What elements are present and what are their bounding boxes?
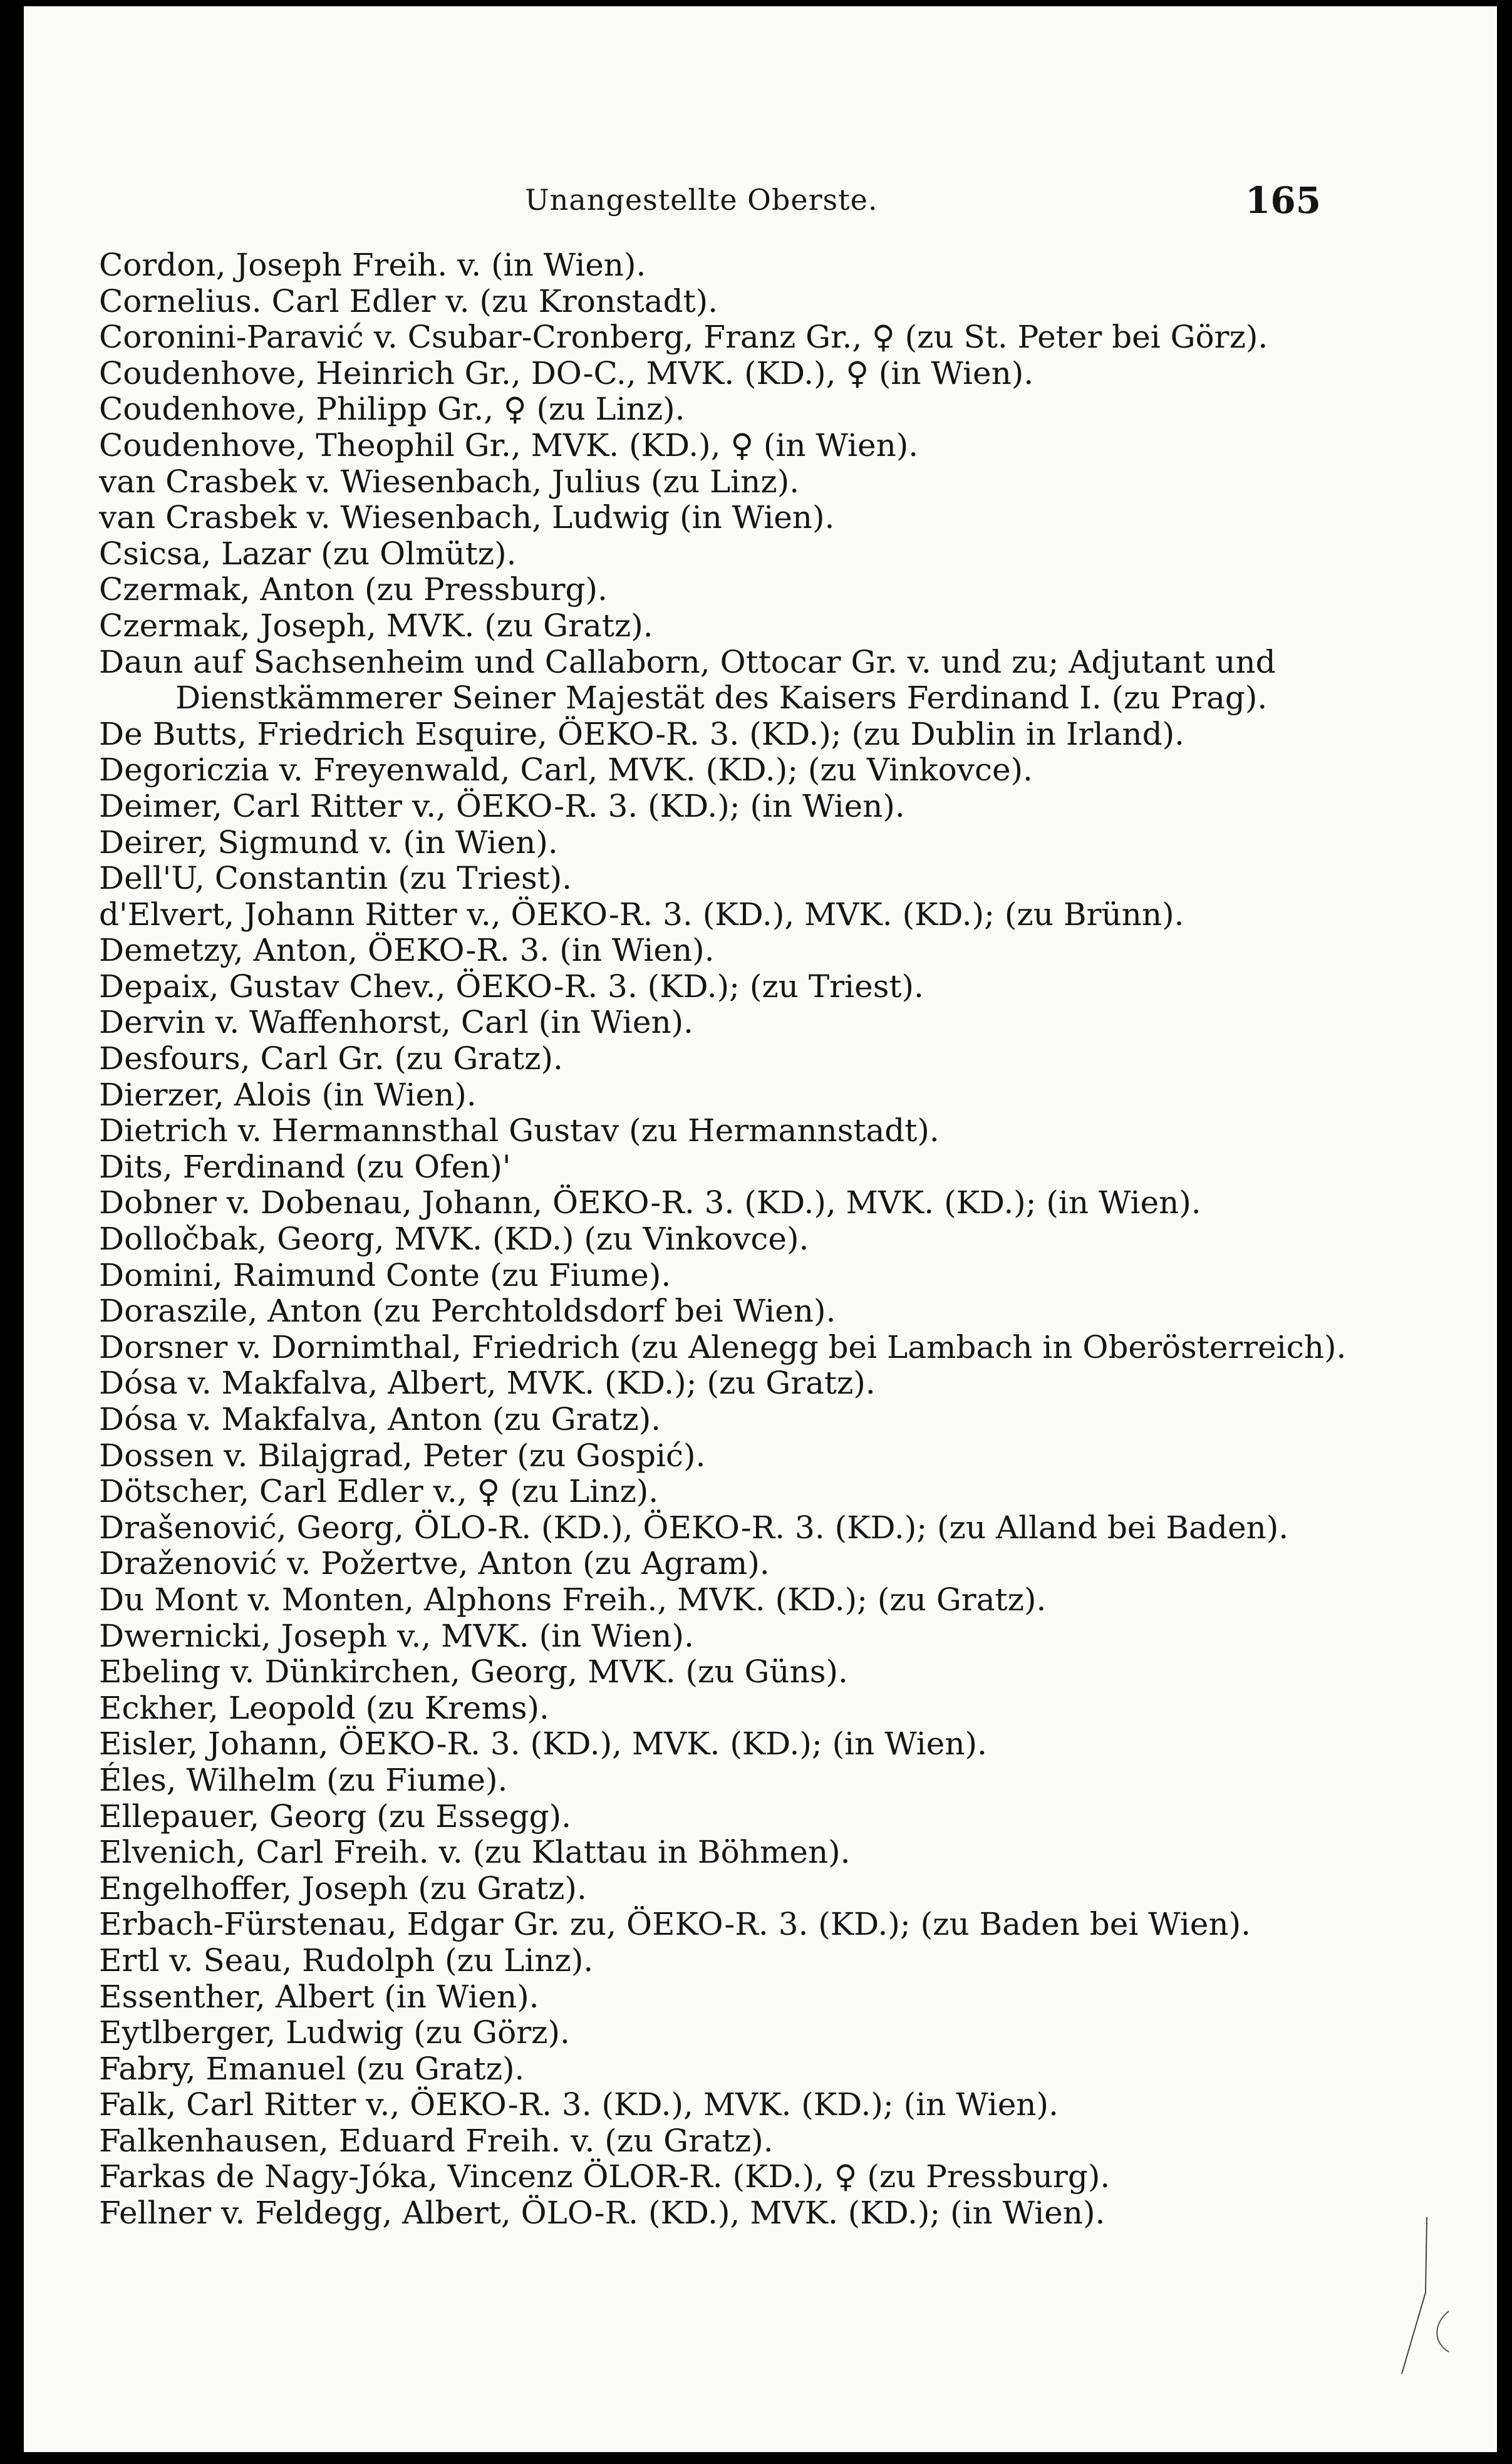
list-item: Dósa v. Makfalva, Albert, MVK. (KD.); (zu Gratz). bbox=[99, 1365, 876, 1402]
list-item: d'Elvert, Johann Ritter v., ÖEKO-R. 3. (KD.), MVK. (KD.); (zu Brünn). bbox=[99, 896, 1184, 933]
list-item: Fellner v. Feldegg, Albert, ÖLO-R. (KD.), MVK. (KD.); (in Wien). bbox=[99, 2195, 1106, 2232]
book-page bbox=[24, 6, 1497, 2452]
list-item: Éles, Wilhelm (zu Fiume). bbox=[99, 1761, 508, 1798]
list-item: Dötscher, Carl Edler v., ♀ (zu Linz). bbox=[99, 1473, 659, 1510]
list-item: De Butts, Friedrich Esquire, ÖEKO-R. 3. (KD.); (zu Dublin in Irland). bbox=[99, 715, 1184, 752]
list-item: Deimer, Carl Ritter v., ÖEKO-R. 3. (KD.); (in Wien). bbox=[99, 787, 905, 824]
list-item: Deirer, Sigmund v. (in Wien). bbox=[99, 824, 558, 861]
list-item: Dósa v. Makfalva, Anton (zu Gratz). bbox=[99, 1401, 661, 1437]
list-item: Falkenhausen, Eduard Freih. v. (zu Gratz). bbox=[99, 2122, 774, 2159]
list-item: Elvenich, Carl Freih. v. (zu Klattau in Böhmen). bbox=[99, 1834, 851, 1871]
list-item: Dietrich v. Hermannsthal Gustav (zu Hermannstadt). bbox=[99, 1112, 940, 1149]
page-number: 165 bbox=[1245, 179, 1322, 222]
list-item: Dossen v. Bilajgrad, Peter (zu Gospić). bbox=[99, 1437, 706, 1474]
list-item: Eisler, Johann, ÖEKO-R. 3. (KD.), MVK. (KD.); (in Wien). bbox=[99, 1726, 987, 1763]
list-item: van Crasbek v. Wiesenbach, Ludwig (in Wien). bbox=[99, 499, 835, 536]
list-item: Draženović v. Požertve, Anton (zu Agram). bbox=[99, 1545, 770, 1582]
list-item: Engelhoffer, Joseph (zu Gratz). bbox=[99, 1870, 587, 1907]
list-item: Dell'U, Constantin (zu Triest). bbox=[99, 860, 572, 897]
list-item: Depaix, Gustav Chev., ÖEKO-R. 3. (KD.); (zu Triest). bbox=[99, 968, 924, 1005]
list-item: Cordon, Joseph Freih. v. (in Wien). bbox=[99, 247, 646, 283]
list-item: Demetzy, Anton, ÖEKO-R. 3. (in Wien). bbox=[99, 932, 715, 969]
list-item: Falk, Carl Ritter v., ÖEKO-R. 3. (KD.), MVK. (KD.); (in Wien). bbox=[99, 2086, 1059, 2123]
list-item: Daun auf Sachsenheim und Callaborn, Ottocar Gr. v. und zu; Adjutant und Dienstkämmerer Seiner Majestät des Kaisers Ferdinand I. (zu Prag). bbox=[99, 643, 1276, 717]
list-item: Ellepauer, Georg (zu Essegg). bbox=[99, 1798, 572, 1835]
list-item: Coudenhove, Heinrich Gr., DO-C., MVK. (KD.), ♀ (in Wien). bbox=[99, 355, 1034, 391]
list-item: Dits, Ferdinand (zu Ofen)' bbox=[99, 1148, 511, 1185]
list-item: Domini, Raimund Conte (zu Fiume). bbox=[99, 1256, 671, 1293]
list-item: Coudenhove, Philipp Gr., ♀ (zu Linz). bbox=[99, 391, 685, 428]
list-item: Czermak, Anton (zu Pressburg). bbox=[99, 571, 608, 608]
list-item: Ebeling v. Dünkirchen, Georg, MVK. (zu Güns). bbox=[99, 1654, 848, 1690]
list-item: van Crasbek v. Wiesenbach, Julius (zu Linz). bbox=[99, 463, 800, 500]
page-header bbox=[24, 177, 1497, 227]
list-item: Desfours, Carl Gr. (zu Gratz). bbox=[99, 1040, 563, 1077]
list-item: Csicsa, Lazar (zu Olmütz). bbox=[99, 535, 517, 572]
list-item: Cornelius. Carl Edler v. (zu Kronstadt). bbox=[99, 282, 718, 319]
list-item: Eytlberger, Ludwig (zu Görz). bbox=[99, 2014, 570, 2051]
list-item: Coudenhove, Theophil Gr., MVK. (KD.), ♀ (in Wien). bbox=[99, 427, 919, 463]
running-title: Unangestellte Oberste. bbox=[525, 183, 878, 217]
list-item: Doraszile, Anton (zu Perchtoldsdorf bei Wien). bbox=[99, 1293, 836, 1330]
list-item: Degoriczia v. Freyenwald, Carl, MVK. (KD.); (zu Vinkovce). bbox=[99, 752, 1033, 789]
list-item: Farkas de Nagy-Jóka, Vincenz ÖLOR-R. (KD.), ♀ (zu Pressburg). bbox=[99, 2158, 1111, 2195]
list-item: Dwernicki, Joseph v., MVK. (in Wien). bbox=[99, 1617, 694, 1654]
officer-list bbox=[99, 247, 1347, 2232]
list-item: Erbach-Fürstenau, Edgar Gr. zu, ÖEKO-R. 3. (KD.); (zu Baden bei Wien). bbox=[99, 1906, 1251, 1943]
list-item: Eckher, Leopold (zu Krems). bbox=[99, 1689, 549, 1726]
list-item: Ertl v. Seau, Rudolph (zu Linz). bbox=[99, 1942, 594, 1979]
list-item: Dorsner v. Dornimthal, Friedrich (zu Alenegg bei Lambach in Oberösterreich). bbox=[99, 1328, 1347, 1365]
list-item: Du Mont v. Monten, Alphons Freih., MVK. (KD.); (zu Gratz). bbox=[99, 1581, 1047, 1618]
list-item: Dervin v. Waffenhorst, Carl (in Wien). bbox=[99, 1004, 694, 1041]
pencil-mark bbox=[1389, 2217, 1464, 2380]
list-item: Czermak, Joseph, MVK. (zu Gratz). bbox=[99, 607, 653, 644]
list-item: Fabry, Emanuel (zu Gratz). bbox=[99, 2050, 525, 2087]
list-item: Essenther, Albert (in Wien). bbox=[99, 1978, 539, 2015]
list-item: Drašenović, Georg, ÖLO-R. (KD.), ÖEKO-R. 3. (KD.); (zu Alland bei Baden). bbox=[99, 1509, 1289, 1546]
list-item: Dobner v. Dobenau, Johann, ÖEKO-R. 3. (KD.), MVK. (KD.); (in Wien). bbox=[99, 1184, 1201, 1221]
list-item: Coronini-Paravić v. Csubar-Cronberg, Franz Gr., ♀ (zu St. Peter bei Görz). bbox=[99, 319, 1268, 356]
list-item: Dierzer, Alois (in Wien). bbox=[99, 1076, 477, 1113]
list-item: Dolločbak, Georg, MVK. (KD.) (zu Vinkovce). bbox=[99, 1221, 809, 1258]
